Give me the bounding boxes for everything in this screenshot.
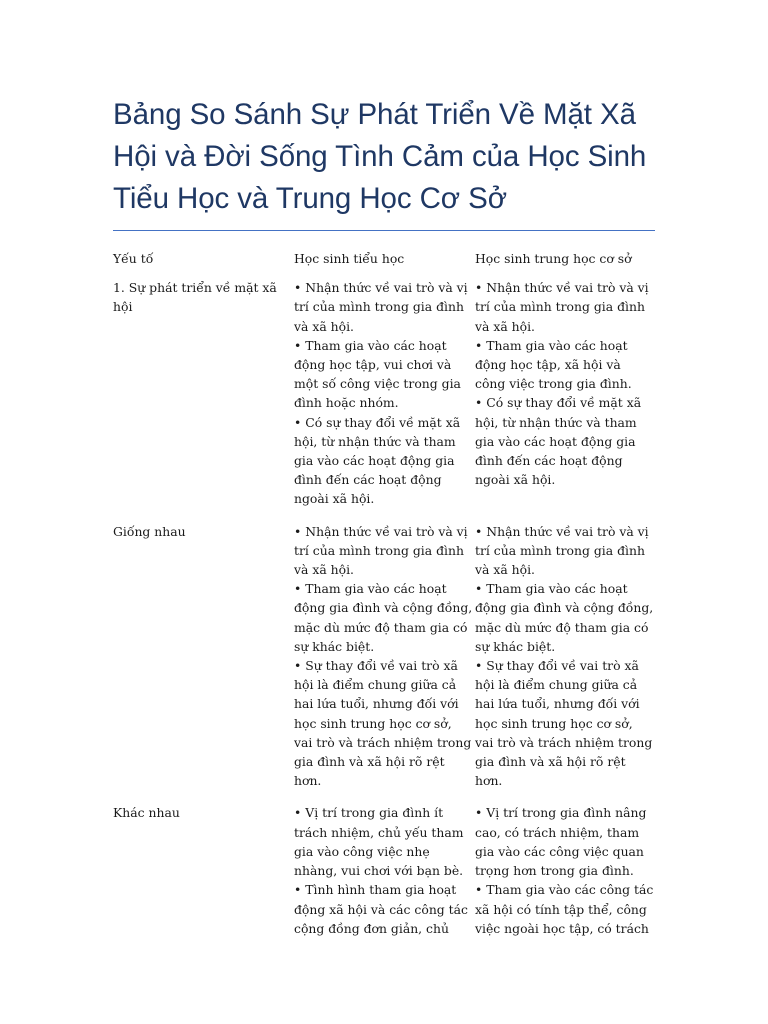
cell-line: • Sự thay đổi về vai trò xã	[475, 658, 639, 674]
cell-line: ngoài xã hội.	[294, 491, 375, 507]
cell-line: trí của mình trong gia đình	[294, 542, 464, 558]
cell-line: và xã hội.	[294, 562, 354, 578]
factor-cell	[113, 278, 294, 508]
cell-line: và xã hội.	[294, 318, 354, 334]
secondary-cell	[475, 278, 655, 508]
title-divider	[113, 230, 655, 231]
cell-line: học sinh trung học cơ sở,	[294, 715, 452, 731]
cell-line: đình hoặc nhóm.	[294, 395, 399, 411]
cell-line: gia vào công việc nhẹ	[294, 843, 430, 859]
cell-line: động học tập, xã hội và	[475, 357, 621, 373]
title-line: Hội và Đời Sống Tình Cảm của Học Sinh	[113, 140, 647, 173]
cell-line: gia vào các công việc quan	[475, 843, 644, 859]
cell-line: • Vị trí trong gia đình nâng	[475, 805, 647, 821]
primary-cell	[294, 522, 475, 791]
cell-line: học sinh trung học cơ sở,	[475, 715, 633, 731]
cell-line: trách nhiệm, chủ yếu tham	[294, 824, 464, 840]
cell-line: động học tập, vui chơi và	[294, 357, 452, 373]
cell-line: • Nhận thức về vai trò và vị	[475, 280, 649, 296]
cell-line: cộng đồng đơn giản, chủ	[294, 920, 449, 936]
cell-line: Giống nhau	[113, 523, 186, 539]
table-body	[113, 278, 655, 938]
cell-line: hội, từ nhận thức và tham	[294, 433, 456, 449]
cell-line: • Tham gia vào các hoạt	[294, 581, 447, 597]
cell-line: trí của mình trong gia đình	[294, 299, 464, 315]
cell-line: • Sự thay đổi về vai trò xã	[294, 658, 458, 674]
document-page	[113, 94, 655, 951]
header-secondary: Học sinh trung học cơ sở	[475, 251, 632, 266]
cell-line: hơn.	[294, 773, 322, 789]
cell-line: gia vào các hoạt động gia	[294, 453, 455, 469]
cell-line: hội, từ nhận thức và tham	[475, 414, 637, 430]
cell-line: • Có sự thay đổi về mặt xã	[475, 395, 642, 411]
cell-line: gia vào các hoạt động gia	[475, 433, 636, 449]
cell-line: đình đến các hoạt động	[294, 472, 442, 488]
cell-line: • Có sự thay đổi về mặt xã	[294, 414, 461, 430]
primary-cell	[294, 803, 475, 937]
cell-line: động gia đình và cộng đồng,	[294, 600, 473, 616]
secondary-cell	[475, 522, 655, 791]
factor-cell	[113, 522, 294, 791]
header-primary: Học sinh tiểu học	[294, 251, 405, 266]
header-factor: Yếu tố	[113, 251, 154, 266]
primary-cell	[294, 278, 475, 508]
cell-line: • Nhận thức về vai trò và vị	[475, 523, 649, 539]
title-line: Bảng So Sánh Sự Phát Triển Về Mặt Xã	[113, 98, 636, 131]
cell-line: gia đình và xã hội rõ rệt	[294, 754, 445, 770]
cell-line: và xã hội.	[475, 318, 535, 334]
cell-line: 1. Sự phát triển về mặt xã	[113, 280, 277, 296]
factor-cell	[113, 803, 294, 937]
cell-line: trọng hơn trong gia đình.	[475, 863, 634, 879]
cell-line: và xã hội.	[475, 562, 535, 578]
cell-line: mặc dù mức độ tham gia có	[294, 619, 468, 635]
cell-line: sự khác biệt.	[294, 638, 375, 654]
cell-line: hơn.	[475, 773, 503, 789]
secondary-cell	[475, 803, 655, 937]
cell-line: gia đình và xã hội rõ rệt	[475, 754, 626, 770]
table-header-row	[113, 249, 655, 268]
document-title	[113, 94, 655, 230]
cell-line: Khác nhau	[113, 805, 180, 821]
cell-line: trí của mình trong gia đình	[475, 542, 645, 558]
cell-line: • Tham gia vào các hoạt	[475, 337, 628, 353]
cell-line: hội là điểm chung giữa cả	[475, 677, 638, 693]
cell-line: • Tình hình tham gia hoạt	[294, 882, 457, 898]
table-row	[113, 278, 655, 508]
cell-line: vai trò và trách nhiệm trong	[475, 734, 653, 750]
cell-line: xã hội có tính tập thể, công	[475, 901, 647, 917]
cell-line: hai lứa tuổi, nhưng đối với	[294, 696, 459, 712]
cell-line: đình đến các hoạt động	[475, 453, 623, 469]
cell-line: sự khác biệt.	[475, 638, 556, 654]
cell-line: • Nhận thức về vai trò và vị	[294, 280, 468, 296]
table-row	[113, 803, 655, 937]
cell-line: • Nhận thức về vai trò và vị	[294, 523, 468, 539]
cell-line: công việc trong gia đình.	[475, 376, 632, 392]
cell-line: • Tham gia vào các công tác	[475, 882, 654, 898]
cell-line: cao, có trách nhiệm, tham	[475, 824, 640, 840]
comparison-table	[113, 249, 655, 938]
cell-line: động gia đình và cộng đồng,	[475, 600, 654, 616]
cell-line: ngoài xã hội.	[475, 472, 556, 488]
cell-line: việc ngoài học tập, có trách	[475, 920, 649, 936]
cell-line: động xã hội và các công tác	[294, 901, 468, 917]
cell-line: hội là điểm chung giữa cả	[294, 677, 457, 693]
cell-line: vai trò và trách nhiệm trong	[294, 734, 472, 750]
cell-line: hội	[113, 299, 133, 315]
cell-line: nhàng, vui chơi với bạn bè.	[294, 863, 464, 879]
cell-line: • Tham gia vào các hoạt	[294, 337, 447, 353]
title-line: Tiểu Học và Trung Học Cơ Sở	[113, 182, 507, 215]
cell-line: mặc dù mức độ tham gia có	[475, 619, 649, 635]
cell-line: hai lứa tuổi, nhưng đối với	[475, 696, 640, 712]
cell-line: trí của mình trong gia đình	[475, 299, 645, 315]
cell-line: • Tham gia vào các hoạt	[475, 581, 628, 597]
table-row	[113, 522, 655, 791]
cell-line: một số công việc trong gia	[294, 376, 461, 392]
cell-line: • Vị trí trong gia đình ít	[294, 805, 444, 821]
